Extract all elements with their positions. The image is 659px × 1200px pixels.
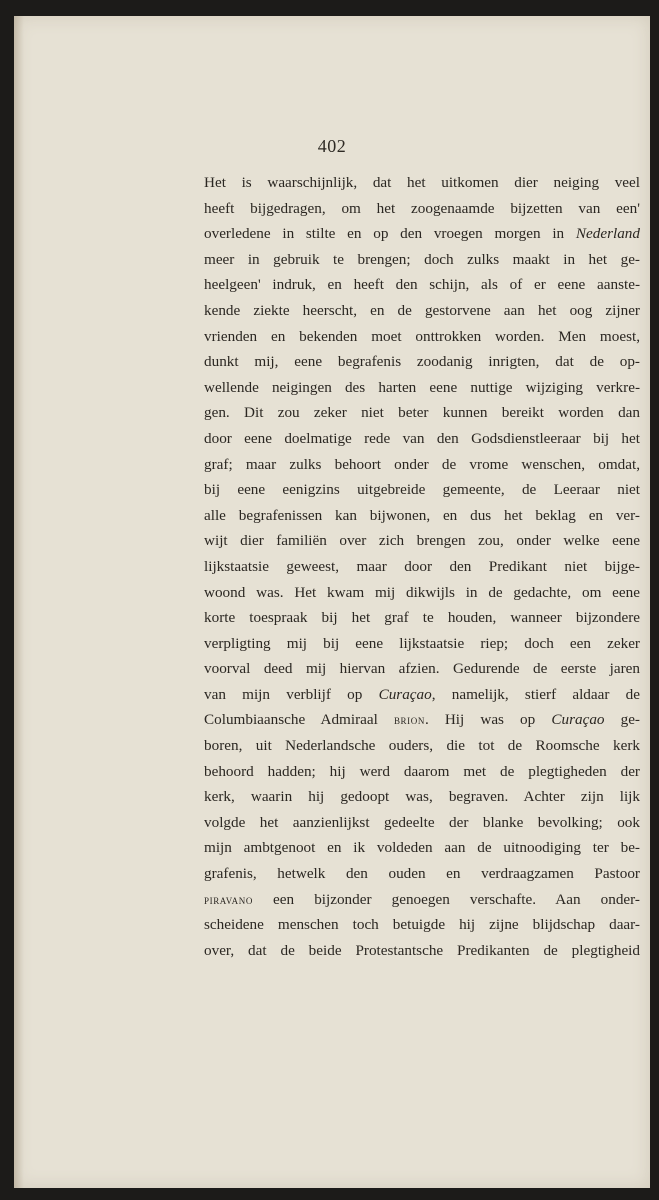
text-line <box>204 375 640 401</box>
text-line <box>204 554 640 580</box>
text-line <box>204 784 640 810</box>
text-segment: alle begrafenissen kan bijwonen, en dus het beklag en ver- <box>204 506 640 524</box>
italic-text: Curaçao <box>378 685 432 703</box>
text-segment: . Hij was op <box>424 711 552 729</box>
text-segment: over, dat de beide Protestantsche Predikanten de plegtigheid <box>204 941 640 959</box>
text-line <box>204 861 640 887</box>
text-line <box>204 400 640 426</box>
text-segment: behoord hadden; hij werd daarom met de plegtigheden der <box>204 762 640 780</box>
text-segment: bij eene eenigzins uitgebreide gemeente, de Leeraar niet <box>204 481 640 499</box>
text-segment: Het is waarschijnlijk, dat het uitkomen dier neiging veel <box>204 174 640 191</box>
text-segment: korte toespraak bij het graf te houden, wanneer bijzondere <box>204 609 640 627</box>
text-line <box>204 324 640 350</box>
text-segment: boren, uit Nederlandsche ouders, die tot de Roomsche kerk <box>204 737 640 755</box>
text-segment: gen. Dit zou zeker niet beter kunnen bereikt worden dan <box>204 404 640 422</box>
text-line <box>204 477 640 503</box>
text-segment: dunkt mij, eene begrafenis zoodanig inrigten, dat de op- <box>204 353 640 371</box>
text-line <box>204 631 640 657</box>
italic-text: Nederland <box>575 225 640 243</box>
text-segment: van mijn verblijf op <box>204 685 379 703</box>
text-line <box>204 759 640 785</box>
text-line <box>204 528 640 554</box>
text-segment: vrienden en bekenden moet onttrokken worden. Men moest, <box>204 327 640 345</box>
text-line <box>204 196 640 222</box>
italic-text: Curaçao <box>551 711 605 729</box>
text-segment: ge- <box>604 711 640 729</box>
text-line <box>204 938 640 964</box>
body-text <box>204 170 640 963</box>
text-segment: lijkstaatsie geweest, maar door den Predikant niet bijge- <box>204 557 640 575</box>
text-line <box>204 912 640 938</box>
text-segment: heelgeen' indruk, en heeft den schijn, als of er eene aanste- <box>204 276 640 294</box>
small-caps-name: piravano <box>204 891 253 907</box>
text-line <box>204 426 640 452</box>
text-segment: mijn ambtgenoot en ik voldeden aan de uitnoodiging ter be- <box>204 839 640 857</box>
text-line <box>204 170 640 196</box>
text-segment: grafenis, hetwelk den ouden en verdraagzamen Pastoor <box>204 865 640 883</box>
text-segment: meer in gebruik te brengen; doch zulks maakt in het ge- <box>204 250 640 268</box>
text-line <box>204 298 640 324</box>
text-line <box>204 503 640 529</box>
book-page <box>14 16 650 1188</box>
text-segment: wellende neigingen des harten eene nuttige wijziging verkre- <box>204 378 640 396</box>
text-line <box>204 682 640 708</box>
page-number: 402 <box>317 136 347 156</box>
text-segment: voorval deed mij hiervan afzien. Gedurende de eerste jaren <box>204 660 640 678</box>
text-line <box>204 835 640 861</box>
text-segment: door eene doelmatige rede van den Godsdienstleeraar bij het <box>204 429 640 447</box>
text-line <box>204 221 640 247</box>
text-line <box>204 733 640 759</box>
text-segment: woond was. Het kwam mij dikwijls in de gedachte, om eene <box>204 583 640 601</box>
text-line <box>204 707 640 733</box>
text-line <box>204 349 640 375</box>
text-line <box>204 580 640 606</box>
text-line <box>204 887 640 913</box>
text-segment: , namelijk, stierf aldaar de <box>431 685 641 703</box>
text-segment: graf; maar zulks behoort onder de vrome wenschen, omdat, <box>204 455 640 473</box>
text-segment: heeft bijgedragen, om het zoogenaamde bijzetten van een' <box>204 199 640 217</box>
text-line <box>204 452 640 478</box>
text-segment: Columbiaansche Admiraal <box>204 711 394 729</box>
small-caps-name: brion <box>393 712 425 728</box>
text-segment: een bijzonder genoegen verschafte. Aan onder- <box>252 890 640 908</box>
text-segment: wijt dier familiën over zich brengen zou, onder welke eene <box>204 532 640 550</box>
text-segment: kende ziekte heerscht, en de gestorvene aan het oog zijner <box>204 301 640 319</box>
text-segment: kerk, waarin hij gedoopt was, begraven. Achter zijn lijk <box>204 788 640 806</box>
text-segment: verpligting mij bij eene lijkstaatsie riep; doch een zeker <box>204 634 640 652</box>
text-line <box>204 272 640 298</box>
text-line <box>204 656 640 682</box>
text-segment: scheidene menschen toch betuigde hij zijne blijdschap daar- <box>204 916 640 934</box>
text-segment: overledene in stilte en op den vroegen morgen in <box>204 225 576 243</box>
text-segment: volgde het aanzienlijkst gedeelte der blanke bevolking; ook <box>204 813 640 831</box>
text-line <box>204 605 640 631</box>
text-line <box>204 247 640 273</box>
text-line <box>204 810 640 836</box>
